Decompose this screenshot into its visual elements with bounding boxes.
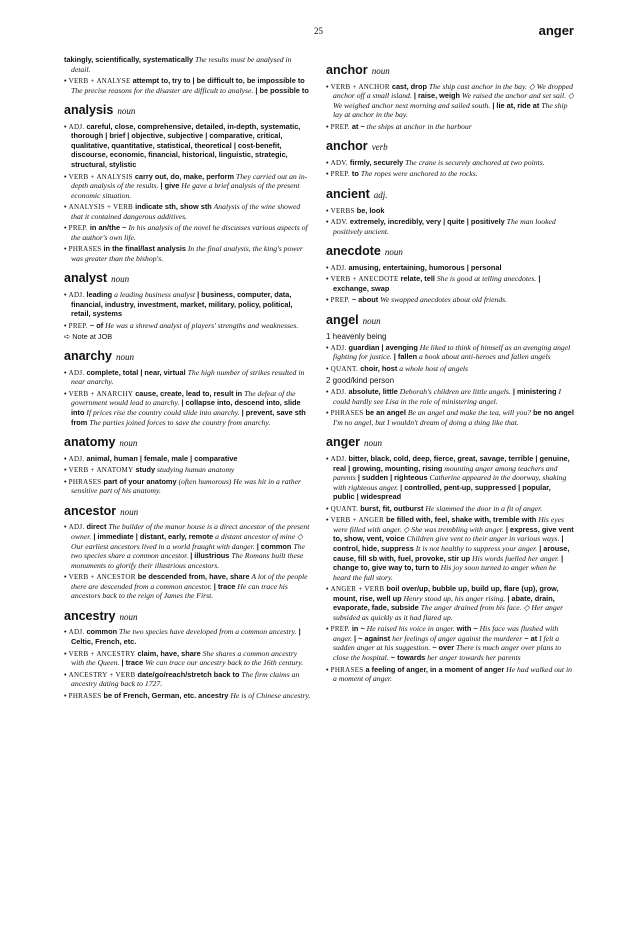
entry-headword xyxy=(64,433,312,451)
collocate-list: be descended from, have, share xyxy=(135,572,250,582)
collocate-list: common xyxy=(84,627,118,637)
collocate-list: to xyxy=(349,169,359,179)
collocation-label: ANALYSIS + VERB xyxy=(68,203,134,212)
collocation-block: • ADJ. careful, close, comprehensive, detailed, in-depth, systematic, thorough | brief | objective, subjective | comparative, critical, qualitative, quantitative, statistical, theoretical | cost-benefit, discourse, economic, financial, historical, linguistic, strategic, structural, stylistic xyxy=(64,121,301,169)
example-sentence: the ships at anchor in the harbour xyxy=(364,121,472,131)
collocation-block: • PREP. to The ropes were anchored to the rocks. xyxy=(326,169,478,179)
collocate-list: absolute, little xyxy=(346,387,398,397)
headword: anchor xyxy=(326,63,368,77)
collocate-list: ~ towards xyxy=(388,652,426,662)
collocation-label: PHRASES xyxy=(68,477,102,486)
collocation-block: • VERBS be, look xyxy=(326,205,385,215)
example-sentence: There is much anger over plans to close the hospital. xyxy=(333,643,562,662)
headword: anatomy xyxy=(64,435,116,450)
collocate-list: | exchange, swap xyxy=(333,274,541,293)
example-sentence: He slammed the door in a fit of anger. xyxy=(423,503,543,513)
collocation-block: • ADJ. direct The builder of the manor house is a direct ancestor of the present owner. | immediate | distant, early, remote a distant ancestor of mine ◇ Our earliest ancestors lived in a world fraught with danger. | common The two species share a common ancestor. | illustrious The Romans built these monuments to glorify their illustrious ancestors. xyxy=(64,522,310,570)
collocate-list: part of your anatomy xyxy=(101,476,177,486)
part-of-speech: noun xyxy=(371,66,390,76)
example-sentence: He can trace his ancestors back to the reign of James the First. xyxy=(71,581,288,601)
example-sentence: The precise reasons for the disaster are difficult to analyse. xyxy=(71,85,254,95)
headword: ancestor xyxy=(64,503,117,518)
collocate-list: | prevent, save sth from xyxy=(71,408,306,427)
collocation-block: • PHRASES in the final/last analysis In the final analysis, the king's power was greater than the bishop's. xyxy=(64,244,303,263)
collocation-block: • ADJ. amusing, entertaining, humorous | personal xyxy=(326,262,502,272)
collocate-list: | sudden | righteous xyxy=(355,473,428,483)
collocation-block: • PREP. in ~ He raised his voice in anger. with ~ His face was flushed with anger. | ~ against her feelings of anger against the murderer ~ at I felt a sudden anger at his suggestion. ~ over There is much anger over plans to close the hospital. ~ towards her anger towards her parents xyxy=(326,624,562,662)
example-sentence: her anger towards her parents xyxy=(425,652,521,662)
example-sentence: The Romans built these monuments to glorify their illustrious ancestors. xyxy=(71,551,304,570)
example-sentence: studying human anatomy xyxy=(155,465,235,475)
collocation-label: ANGER + VERB xyxy=(330,585,385,594)
example-sentence: He gave a brief analysis of the present economic situation. xyxy=(71,181,300,200)
collocation-label: PHRASES xyxy=(330,409,364,418)
headword: anchor xyxy=(326,139,368,154)
example-sentence: The defeat of the government would lead to anarchy. xyxy=(71,388,296,408)
example-sentence: In his analysis of the novel he discusses various aspects of the author's own life. xyxy=(71,223,308,242)
collocate-list: | business, computer, data, financial, industry, investment, market, military, policy, political, retail, systems xyxy=(71,290,293,319)
collocate-list: direct xyxy=(84,522,107,532)
collocation-block: • ADJ. guardian | avenging He liked to think of himself as an avenging angel fighting for justice. | fallen a book about anti-heroes and fallen angels xyxy=(326,342,571,362)
entry-headword xyxy=(64,502,312,520)
collocation-label: PREP. xyxy=(68,224,88,233)
example-sentence: The ship cast anchor in the bay. ◇ We dropped anchor off a small island. xyxy=(333,81,574,101)
collocate-list: study xyxy=(133,465,156,475)
example-sentence: We raised the anchor and set sail. ◇ We weighed anchor next morning and sailed south. xyxy=(333,91,574,110)
collocation-block: • VERB + ANATOMY study studying human anatomy xyxy=(64,465,235,475)
collocation-label: ADJ. xyxy=(330,455,347,464)
collocate-list: takingly, scientifically, systematically xyxy=(64,55,194,64)
part-of-speech: noun xyxy=(119,611,138,622)
collocation-label: PREP. xyxy=(330,170,350,179)
collocate-list: in an/the ~ xyxy=(87,223,127,233)
collocation-block: • ANGER + VERB boil over/up, bubble up, build up, flare (up), grow, mount, rise, well up Henry stood up, his anger rising. | abate, drain, evaporate, fade, subside The anger drained from his face. ◇ Her anger subsided as quickly as it had flared up. xyxy=(326,584,564,622)
example-sentence: a whole host of angels xyxy=(397,363,469,373)
collocation-block: • ADV. firmly, securely The crane is securely anchored at two points. xyxy=(326,157,545,167)
collocation-label: ADJ. xyxy=(330,263,347,272)
collocation-label: VERB + ANALYSE xyxy=(68,77,131,86)
collocate-list: | change to, give way to, turn to xyxy=(333,553,564,573)
example-sentence: Deborah's children are little angels. xyxy=(397,387,511,397)
collocation-label: VERBS xyxy=(330,206,355,215)
example-sentence: The two species share a common ancestor. xyxy=(71,541,305,561)
part-of-speech: noun xyxy=(384,247,403,258)
collocate-list: guardian | avenging xyxy=(346,342,418,352)
part-of-speech: verb xyxy=(371,142,388,153)
collocate-list: amusing, entertaining, humorous | personal xyxy=(346,262,502,272)
collocate-list: | be possible to xyxy=(253,85,309,95)
collocate-list: be no angel xyxy=(531,408,574,418)
collocate-list: boil over/up, bubble up, build up, flare (up), grow, mount, rise, well up xyxy=(333,584,559,603)
example-sentence: She is good at telling anecdotes. xyxy=(434,274,537,284)
collocate-list: carry out, do, make, perform xyxy=(132,171,234,181)
entry-headword xyxy=(64,607,312,625)
example-sentence: His joy soon turned to anger when he heard the full story. xyxy=(333,563,557,582)
collocation-label: ADJ. xyxy=(68,122,85,131)
headword: analysis xyxy=(64,103,114,118)
collocate-list: date/go/reach/stretch back to xyxy=(135,669,240,679)
collocate-list: cause, create, lead to, result in xyxy=(133,388,243,398)
collocate-list: in ~ xyxy=(349,624,365,634)
collocate-list: be an angel xyxy=(363,408,406,418)
collocation-label: ADV. xyxy=(330,158,348,167)
entry-headword xyxy=(326,185,574,203)
collocation-block: • PREP. ~ about We swapped anecdotes about old friends. xyxy=(326,295,508,305)
collocation-label: ADV. xyxy=(330,218,348,227)
collocate-list: with ~ xyxy=(454,624,478,634)
collocate-list: | trace xyxy=(119,658,144,668)
collocate-list: choir, host xyxy=(358,363,398,373)
collocation-block: • VERB + ANECDOTE relate, tell She is good at telling anecdotes. | exchange, swap xyxy=(326,274,541,293)
example-sentence: a leading business analyst xyxy=(112,290,196,300)
collocation-label: VERB + ANALYSIS xyxy=(68,172,133,181)
collocate-list: | fallen xyxy=(391,352,418,362)
left-column xyxy=(64,55,312,917)
part-of-speech: noun xyxy=(120,506,139,517)
example-sentence: The high number of strikes resulted in near anarchy. xyxy=(71,367,305,387)
collocate-list: animal, human | female, male | comparative xyxy=(84,453,238,463)
collocate-list: | Celtic, French, etc. xyxy=(71,627,301,646)
collocation-label: VERB + ANCESTRY xyxy=(68,649,136,658)
collocation-block xyxy=(64,55,312,74)
collocation-label: ADJ. xyxy=(330,388,347,397)
headword: anger xyxy=(326,435,361,450)
example-sentence: She shares a common ancestry with the Queen. xyxy=(71,648,298,668)
example-sentence: In the final analysis, the king's power was greater than the bishop's. xyxy=(71,244,303,263)
sense-heading: 2 good/kind person xyxy=(326,376,395,386)
collocate-list: bitter, black, cold, deep, fierce, great, savage, terrible | genuine, real | growing, mounting, rising xyxy=(333,454,570,473)
collocate-list: ~ about xyxy=(349,295,379,305)
example-sentence: His face was flushed with anger. xyxy=(333,624,559,643)
example-sentence: The ropes were anchored to the rocks. xyxy=(358,169,478,179)
collocate-list: cast, drop xyxy=(389,81,427,91)
collocate-list: | immediate | distant, early, remote xyxy=(91,532,214,542)
collocation-block: • PHRASES be of French, German, etc. ancestry He is of Chinese ancestry. xyxy=(64,690,311,700)
collocation-block: • ADJ. animal, human | female, male | comparative xyxy=(64,453,238,463)
collocation-label: ADJ. xyxy=(68,368,85,377)
entry-headword xyxy=(326,61,574,79)
example-sentence: Be an angel and make the tea, will you? xyxy=(405,408,532,418)
collocation-label: PHRASES xyxy=(68,691,102,700)
collocation-label: VERB + ANCESTOR xyxy=(68,573,136,582)
example-sentence: If prices rise the country could slide into anarchy. xyxy=(84,408,240,417)
example-sentence: mounting anger among teachers and parents xyxy=(333,463,558,483)
collocation-label: VERB + ANCHOR xyxy=(330,82,390,91)
collocate-list: claim, have, share xyxy=(135,648,201,658)
collocation-block: • ADJ. complete, total | near, virtual The high number of strikes resulted in near anarchy. xyxy=(64,367,305,387)
collocation-block: • ADV. extremely, incredibly, very | quite | positively The man looked positively ancient. xyxy=(326,217,556,236)
collocation-block: • VERB + ANCESTOR be descended from, have, share A lot of the people there are descended from a common ancestor. | trace He can trace his ancestors back to the reign of James the First. xyxy=(64,572,308,601)
collocation-block: • VERB + ANARCHY cause, create, lead to, result in The defeat of the government would lead to anarchy. | collapse into, descend into, slide into If prices rise the country could slide into anarchy. | prevent, save sth from The parties joined forces to save the country from anarchy. xyxy=(64,388,306,427)
collocate-list: complete, total | near, virtual xyxy=(84,367,186,377)
collocation-label: PREP. xyxy=(330,296,350,305)
headword: analyst xyxy=(64,271,108,286)
collocate-list: burst, fit, outburst xyxy=(358,503,424,513)
collocation-block: • VERB + ANCESTRY claim, have, share She shares a common ancestry with the Queen. | trace We can trace our ancestry back to the 16th century. xyxy=(64,648,304,668)
headword: anecdote xyxy=(326,244,381,259)
collocation-block: • PHRASES part of your anatomy (often humorous) He was hit in a rather sensitive part of his anatomy. xyxy=(64,476,301,496)
example-sentence: He is of Chinese ancestry. xyxy=(228,690,311,700)
collocation-block: • PREP. ~ of He was a shrewd analyst of players' strengths and weaknesses. xyxy=(64,320,299,330)
collocate-list: | collapse into, descend into, slide into xyxy=(71,398,301,417)
collocation-label: ADJ. xyxy=(68,628,85,637)
entry-headword xyxy=(326,433,574,451)
part-of-speech: noun xyxy=(111,274,130,285)
collocate-list: | control, hide, suppress xyxy=(333,534,564,553)
entry-headword xyxy=(326,242,574,260)
running-header xyxy=(64,23,574,40)
part-of-speech: noun xyxy=(119,438,138,449)
example-sentence: His words fuelled her anger. xyxy=(470,553,560,563)
collocation-block: • QUANT. choir, host a whole host of angels xyxy=(326,363,469,373)
example-sentence: Henry stood up, his anger rising. xyxy=(401,593,506,603)
collocation-label: PREP. xyxy=(330,122,350,131)
collocation-block: • VERB + ANALYSIS carry out, do, make, perform They carried out an in-depth analysis of the results. | give He gave a brief analysis of the present economic situation. xyxy=(64,171,308,200)
example-sentence: They carried out an in-depth analysis of the results. xyxy=(71,171,308,191)
collocation-block: • PHRASES be an angel Be an angel and make the tea, will you? be no angel I'm no angel, but I wouldn't dream of doing a thing like that. xyxy=(326,408,574,427)
collocate-list: at ~ xyxy=(349,121,365,131)
example-sentence: He was a shrewd analyst of players' strengths and weaknesses. xyxy=(103,320,299,330)
headword: angel xyxy=(326,313,359,328)
example-sentence: Children give vent to their anger in various ways. xyxy=(404,534,560,544)
part-of-speech: adj. xyxy=(373,190,388,201)
collocate-list: attempt to, try to | be difficult to, be impossible to xyxy=(130,76,305,86)
entry-headword xyxy=(64,101,312,119)
collocation-label: ADJ. xyxy=(68,291,85,300)
collocation-block: • VERB + ANGER be filled with, feel, shake with, tremble with His eyes were filled with anger. ◇ She was trembling with anger. | express, give vent to, show, vent, voice Children give vent to their anger in various ways. | control, hide, suppress It is not healthy to suppress your anger. | arouse, cause, fill sb with, fuel, provoke, stir up His words fuelled her anger. | change to, give way to, turn to His joy soon turned to anger when he heard the full story. xyxy=(326,515,574,582)
collocate-list: careful, close, comprehensive, detailed, in-depth, systematic, thorough | brief | objective, subjective | comparative, critical, qualitative, quantitative, statistical, theoretical | cost-benefit, discourse, economic, financial, historical, linguistic, strategic, structural, stylistic xyxy=(71,121,301,169)
example-sentence: The firm claims an ancestry dating back to 1727. xyxy=(71,669,300,689)
collocate-list: firmly, securely xyxy=(347,157,404,167)
collocate-list: in the final/last analysis xyxy=(101,244,186,254)
example-sentence: He raised his voice in anger. xyxy=(364,624,455,634)
example-sentence: The man looked positively ancient. xyxy=(333,217,556,236)
collocation-block: • ANALYSIS + VERB indicate sth, show sth Analysis of the wine showed that it contained dangerous additives. xyxy=(64,202,301,221)
collocation-label: ADJ. xyxy=(330,343,347,352)
collocate-list: | controlled, pent-up, suppressed | popular, public | widespread xyxy=(333,482,551,502)
example-sentence: Analysis of the wine showed that it contained dangerous additives. xyxy=(71,202,301,221)
collocation-block: • ANCESTRY + VERB date/go/reach/stretch back to The firm claims an ancestry dating back to 1727. xyxy=(64,669,300,689)
page-number: 25 xyxy=(314,26,323,36)
part-of-speech: noun xyxy=(115,352,134,363)
collocate-list: be of French, German, etc. ancestry xyxy=(101,690,229,700)
collocation-block: • VERB + ANCHOR cast, drop The ship cast anchor in the bay. ◇ We dropped anchor off a small island. | raise, weigh We raised the anchor and set sail. ◇ We weighed anchor next morning and sailed south. | lie at, ride at The ship lay at anchor in the bay. xyxy=(326,81,574,120)
collocate-list: ~ at xyxy=(522,633,538,643)
example-sentence: We swapped anecdotes about old friends. xyxy=(378,295,508,305)
example-sentence: He liked to think of himself as an avenging angel fighting for justice. xyxy=(333,342,571,362)
collocate-list: extremely, incredibly, very | quite | positively xyxy=(347,217,505,227)
collocation-block: • ADJ. leading a leading business analyst | business, computer, data, financial, industry, investment, market, military, policy, political, retail, systems xyxy=(64,290,293,319)
example-sentence: We can trace our ancestry back to the 16th century. xyxy=(143,658,304,668)
entry-headword xyxy=(326,311,574,329)
collocate-list: | give xyxy=(158,181,180,191)
collocation-block: • QUANT. burst, fit, outburst He slammed the door in a fit of anger. xyxy=(326,503,543,513)
example-sentence: I'm no angel, but I wouldn't dream of doing a thing like that. xyxy=(333,417,519,427)
collocate-list: leading xyxy=(84,290,113,300)
collocation-label: VERB + ANATOMY xyxy=(68,466,134,475)
entry-headword xyxy=(64,347,312,365)
headword: anarchy xyxy=(64,349,112,364)
part-of-speech: noun xyxy=(117,106,136,117)
part-of-speech: noun xyxy=(364,438,383,449)
collocate-list: | ~ against xyxy=(352,633,391,643)
collocate-list: ~ of xyxy=(87,320,104,330)
collocate-list: a feeling of anger, in a moment of anger xyxy=(363,664,505,674)
collocation-block: • ADJ. bitter, black, cold, deep, fierce, great, savage, terrible | genuine, real | growing, mounting, rising mounting anger among teachers and parents | sudden | righteous Catherine appeared in the doorway, shaking with righteous anger. | controlled, pent-up, suppressed | popular, public | widespread xyxy=(326,454,570,502)
collocate-list: | abate, drain, evaporate, fade, subside xyxy=(333,593,555,613)
collocate-list: | illustrious xyxy=(188,551,230,561)
collocate-list: | trace xyxy=(211,581,236,591)
example-sentence: The two species have developed from a common ancestry. xyxy=(117,627,297,637)
collocation-label: ADJ. xyxy=(68,523,85,532)
collocation-block: • ADJ. absolute, little Deborah's children are little angels. | ministering I could hardly see Lisa in the role of ministering angel. xyxy=(326,387,562,406)
collocate-list: | ministering xyxy=(510,387,557,397)
example-sentence: I felt a sudden anger at his suggestion. xyxy=(333,633,560,653)
collocate-list: | common xyxy=(254,541,292,551)
example-sentence: The crane is securely anchored at two points. xyxy=(403,157,545,167)
example-sentence: He had walked out in a moment of anger. xyxy=(333,664,572,684)
collocation-block: • PREP. in an/the ~ In his analysis of the novel he discusses various aspects of the author's own life. xyxy=(64,223,308,242)
collocate-list: | raise, weigh xyxy=(411,91,460,101)
collocate-list: relate, tell xyxy=(398,274,435,284)
collocate-list: | lie at, ride at xyxy=(490,100,540,110)
part-of-speech: noun xyxy=(362,316,381,327)
collocation-label: ANCESTRY + VERB xyxy=(68,670,136,679)
example-sentence: a distant ancestor of mine ◇ Our earliest ancestors lived in a world fraught with danger. xyxy=(71,532,303,551)
example-sentence: her feelings of anger against the murderer xyxy=(390,633,523,643)
collocation-label: PHRASES xyxy=(330,665,364,674)
collocate-list: | express, give vent to, show, vent, voice xyxy=(333,524,574,544)
collocation-label: VERB + ANARCHY xyxy=(68,389,134,398)
example-sentence: The parties joined forces to save the country from anarchy. xyxy=(87,417,271,427)
collocate-list: be, look xyxy=(354,205,385,215)
collocate-list: indicate sth, show sth xyxy=(133,202,212,212)
example-sentence: The anger drained from his face. ◇ Her anger subsided as quickly as it had flared up. xyxy=(333,603,564,622)
example-sentence: The ship lay at anchor in the bay. xyxy=(333,100,568,120)
collocation-block: • ADJ. common The two species have developed from a common ancestry. | Celtic, French, etc. xyxy=(64,627,301,646)
example-sentence: (often humorous) He was hit in a rather sensitive part of his anatomy. xyxy=(71,476,301,496)
example-sentence: A lot of the people there are descended from a common ancestor. xyxy=(71,572,308,591)
entry-headword xyxy=(64,269,312,287)
collocate-list: be filled with, feel, shake with, tremble with xyxy=(384,515,537,525)
example-sentence: Catherine appeared in the doorway, shaking with righteous anger. xyxy=(333,473,567,492)
headword: ancient xyxy=(326,187,370,202)
collocation-label: PREP. xyxy=(330,625,350,634)
example-sentence: His eyes were filled with anger. ◇ She was trembling with anger. xyxy=(333,515,565,534)
collocation-block: • PHRASES a feeling of anger, in a moment of anger He had walked out in a moment of anger. xyxy=(326,664,572,684)
sense-heading: 1 heavenly being xyxy=(326,331,387,341)
collocation-label: QUANT. xyxy=(330,364,359,373)
collocation-block: • VERB + ANALYSE attempt to, try to | be difficult to, be impossible to The precise reasons for the disaster are difficult to analyse. | be possible to xyxy=(64,76,309,95)
cross-reference: ➪ Note at JOB xyxy=(64,332,113,342)
collocation-label: VERB + ANGER xyxy=(330,516,385,525)
example-sentence: The results must be analysed in detail. xyxy=(71,55,292,74)
collocate-list: | arouse, cause, fill sb with, fuel, provoke, stir up xyxy=(333,543,570,563)
collocation-label: PHRASES xyxy=(68,245,102,254)
collocation-label: PREP. xyxy=(68,321,88,330)
example-sentence: It is not healthy to suppress your anger. xyxy=(413,543,538,553)
collocation-label: ADJ. xyxy=(68,454,85,463)
right-column xyxy=(326,55,574,917)
entry-headword xyxy=(326,137,574,155)
collocation-block: • PREP. at ~ the ships at anchor in the harbour xyxy=(326,121,472,131)
collocation-label: QUANT. xyxy=(330,504,359,513)
example-sentence: I could hardly see Lisa in the role of ministering angel. xyxy=(333,387,562,406)
collocation-label: VERB + ANECDOTE xyxy=(330,275,399,284)
collocate-list: ~ over xyxy=(430,643,455,653)
headword: ancestry xyxy=(64,608,116,623)
guide-word: anger xyxy=(538,23,574,38)
example-sentence: a book about anti-heroes and fallen angels xyxy=(417,352,551,362)
example-sentence: The builder of the manor house is a direct ancestor of the present owner. xyxy=(71,522,310,542)
